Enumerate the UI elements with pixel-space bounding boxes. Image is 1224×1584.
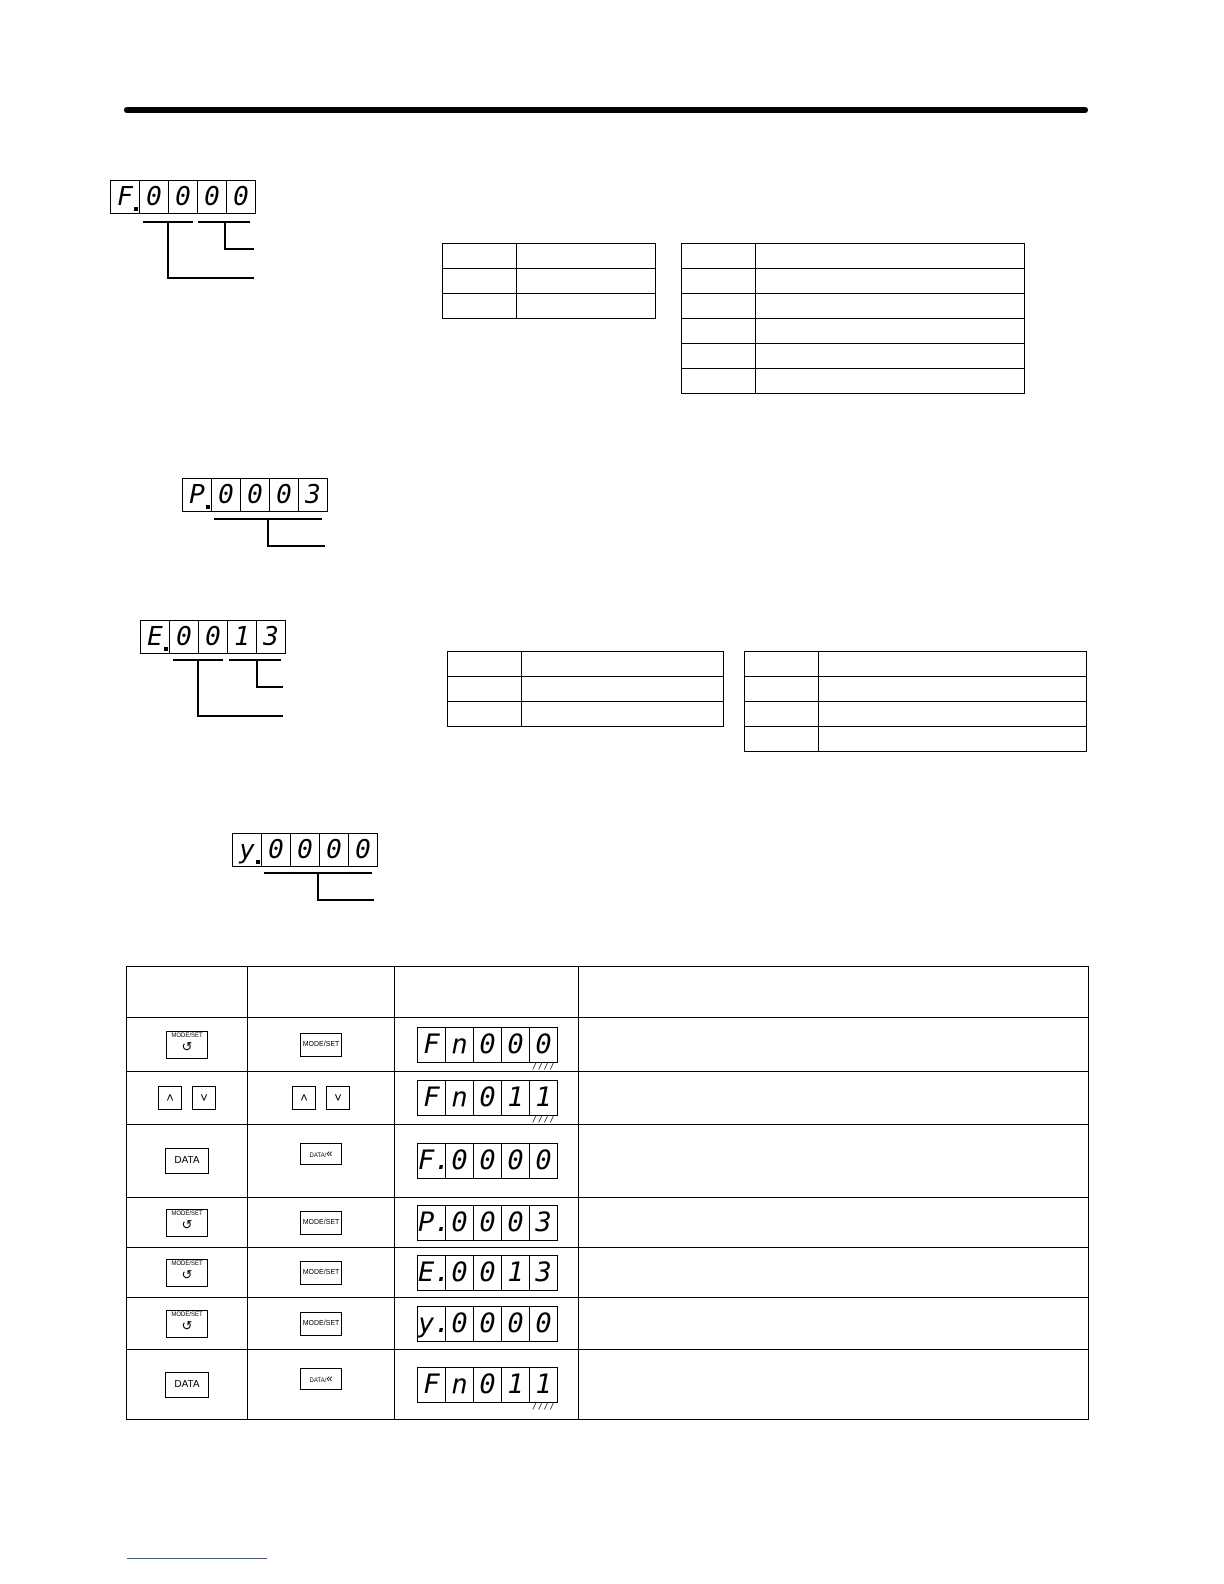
display-digit: E.	[418, 1256, 451, 1288]
display-digit: 0	[501, 1144, 529, 1178]
display-digit: 0	[211, 479, 240, 511]
blank-table	[681, 243, 1025, 394]
mode-set-key[interactable]: MODE/SET ↺	[166, 1259, 208, 1287]
leader-line	[267, 518, 269, 546]
blink-marks: ////	[532, 1061, 556, 1071]
mode-set-key[interactable]: MODE/SET ↺	[166, 1031, 208, 1059]
leader-line	[267, 545, 325, 547]
display-digit: 0	[197, 181, 226, 213]
display-digit: n	[445, 1081, 473, 1115]
display-digit: F.	[418, 1145, 451, 1176]
leader-line	[317, 872, 319, 900]
display-digit: 0	[529, 1307, 557, 1341]
table-header-cell	[395, 967, 579, 1018]
data-shift-key[interactable]: DATA/«	[300, 1143, 342, 1165]
blank-table	[447, 651, 724, 727]
loop-arrow-icon: ↺	[181, 1266, 193, 1282]
up-key[interactable]: ˄	[292, 1086, 316, 1110]
table-row	[127, 1198, 1089, 1248]
display-digit: 0	[348, 834, 377, 866]
shift-arrow-icon: «	[326, 1148, 333, 1160]
display-digit: 0	[473, 1028, 501, 1062]
display-digit: 0	[445, 1206, 473, 1240]
display-digit: 3	[529, 1206, 557, 1240]
header-rule	[124, 107, 1088, 113]
mode-set-key[interactable]: MODE/SET ↺	[166, 1209, 208, 1237]
display-digit: 3	[529, 1256, 557, 1290]
leader-line	[317, 899, 374, 901]
display-digit: y.	[418, 1307, 451, 1339]
display-digit: y	[233, 834, 261, 866]
display-f	[110, 180, 256, 214]
down-key[interactable]: ˅	[192, 1086, 216, 1110]
leader-line	[167, 277, 254, 279]
table-row	[127, 1018, 1089, 1072]
display-digit: 0	[240, 479, 269, 511]
display-digit: P.	[418, 1206, 451, 1238]
display-digit: 3	[298, 479, 327, 511]
blink-marks: ////	[532, 1115, 556, 1124]
row-display	[417, 1255, 558, 1291]
leader-line	[197, 715, 283, 717]
data-key[interactable]: DATA	[165, 1148, 209, 1174]
leader-line	[224, 221, 226, 249]
display-digit: F	[423, 1082, 440, 1113]
display-p	[182, 478, 328, 512]
display-digit: 0	[261, 834, 290, 866]
display-digit: E	[141, 621, 169, 653]
display-digit: 0 ////	[529, 1028, 557, 1062]
display-digit: n	[445, 1368, 473, 1402]
display-digit: 1 ////	[529, 1368, 557, 1402]
display-e	[140, 620, 286, 654]
display-digit: 0	[168, 181, 197, 213]
row-display	[417, 1205, 558, 1241]
display-digit: 1	[501, 1368, 529, 1402]
display-digit: 0	[445, 1256, 473, 1290]
display-digit: 0	[473, 1256, 501, 1290]
display-digit: 0	[473, 1144, 501, 1178]
mode-set-key[interactable]: MODE/SET	[300, 1312, 342, 1336]
display-digit: 0	[473, 1206, 501, 1240]
blink-marks: ////	[532, 1401, 556, 1411]
display-digit: 1	[501, 1081, 529, 1115]
data-shift-key[interactable]: DATA/«	[300, 1368, 342, 1390]
loop-arrow-icon: ↺	[181, 1038, 193, 1054]
mode-set-key[interactable]: MODE/SET	[300, 1033, 342, 1057]
leader-line	[256, 659, 258, 687]
table-row	[127, 1125, 1089, 1198]
mode-set-key[interactable]: MODE/SET	[300, 1211, 342, 1235]
display-digit: 0	[169, 621, 198, 653]
display-digit: 3	[256, 621, 285, 653]
display-digit: 0	[501, 1028, 529, 1062]
display-digit: F	[111, 181, 139, 213]
leader-line	[197, 659, 199, 716]
blank-table	[442, 243, 656, 319]
display-digit: n	[445, 1028, 473, 1062]
loop-arrow-icon: ↺	[181, 1216, 193, 1232]
table-header-cell	[579, 967, 1089, 1018]
row-display	[417, 1143, 558, 1179]
mode-set-key[interactable]: MODE/SET ↺	[166, 1310, 208, 1338]
display-digit: 0	[269, 479, 298, 511]
display-digit: 0	[473, 1081, 501, 1115]
display-digit: F	[423, 1368, 440, 1400]
display-digit: 0	[473, 1368, 501, 1402]
blank-table	[744, 651, 1087, 752]
display-y	[232, 833, 378, 867]
table-row	[127, 1248, 1089, 1298]
leader-line	[256, 686, 283, 688]
display-digit: 1 ////	[529, 1081, 557, 1115]
shift-arrow-icon: «	[326, 1373, 333, 1385]
row-display	[417, 1306, 558, 1342]
display-digit: 0	[139, 181, 168, 213]
operation-table	[126, 966, 1089, 1420]
display-digit: 0	[445, 1144, 473, 1178]
display-digit: 0	[473, 1307, 501, 1341]
display-digit: 0	[198, 621, 227, 653]
display-digit: P	[183, 479, 211, 511]
data-key[interactable]: DATA	[165, 1372, 209, 1398]
leader-line	[167, 221, 169, 278]
loop-arrow-icon: ↺	[181, 1317, 193, 1333]
display-digit: 1	[227, 621, 256, 653]
display-digit: 0	[501, 1307, 529, 1341]
row-display	[417, 1027, 558, 1071]
leader-line	[224, 248, 254, 250]
table-header-cell	[248, 967, 395, 1018]
table-row	[127, 1072, 1089, 1125]
display-digit: 0	[319, 834, 348, 866]
up-key[interactable]: ˄	[158, 1086, 182, 1110]
mode-set-key[interactable]: MODE/SET	[300, 1261, 342, 1285]
display-digit: 1	[501, 1256, 529, 1290]
row-display	[417, 1080, 558, 1124]
footer-rule	[127, 1558, 267, 1559]
leader-line	[229, 659, 281, 661]
table-row	[127, 1350, 1089, 1420]
display-digit: F	[423, 1028, 440, 1060]
table-row	[127, 1298, 1089, 1350]
row-display	[417, 1367, 558, 1411]
display-digit: 0	[226, 181, 255, 213]
display-digit: 0	[445, 1307, 473, 1341]
display-digit: 0	[529, 1144, 557, 1178]
table-header-cell	[127, 967, 248, 1018]
down-key[interactable]: ˅	[326, 1086, 350, 1110]
display-digit: 0	[290, 834, 319, 866]
display-digit: 0	[501, 1206, 529, 1240]
